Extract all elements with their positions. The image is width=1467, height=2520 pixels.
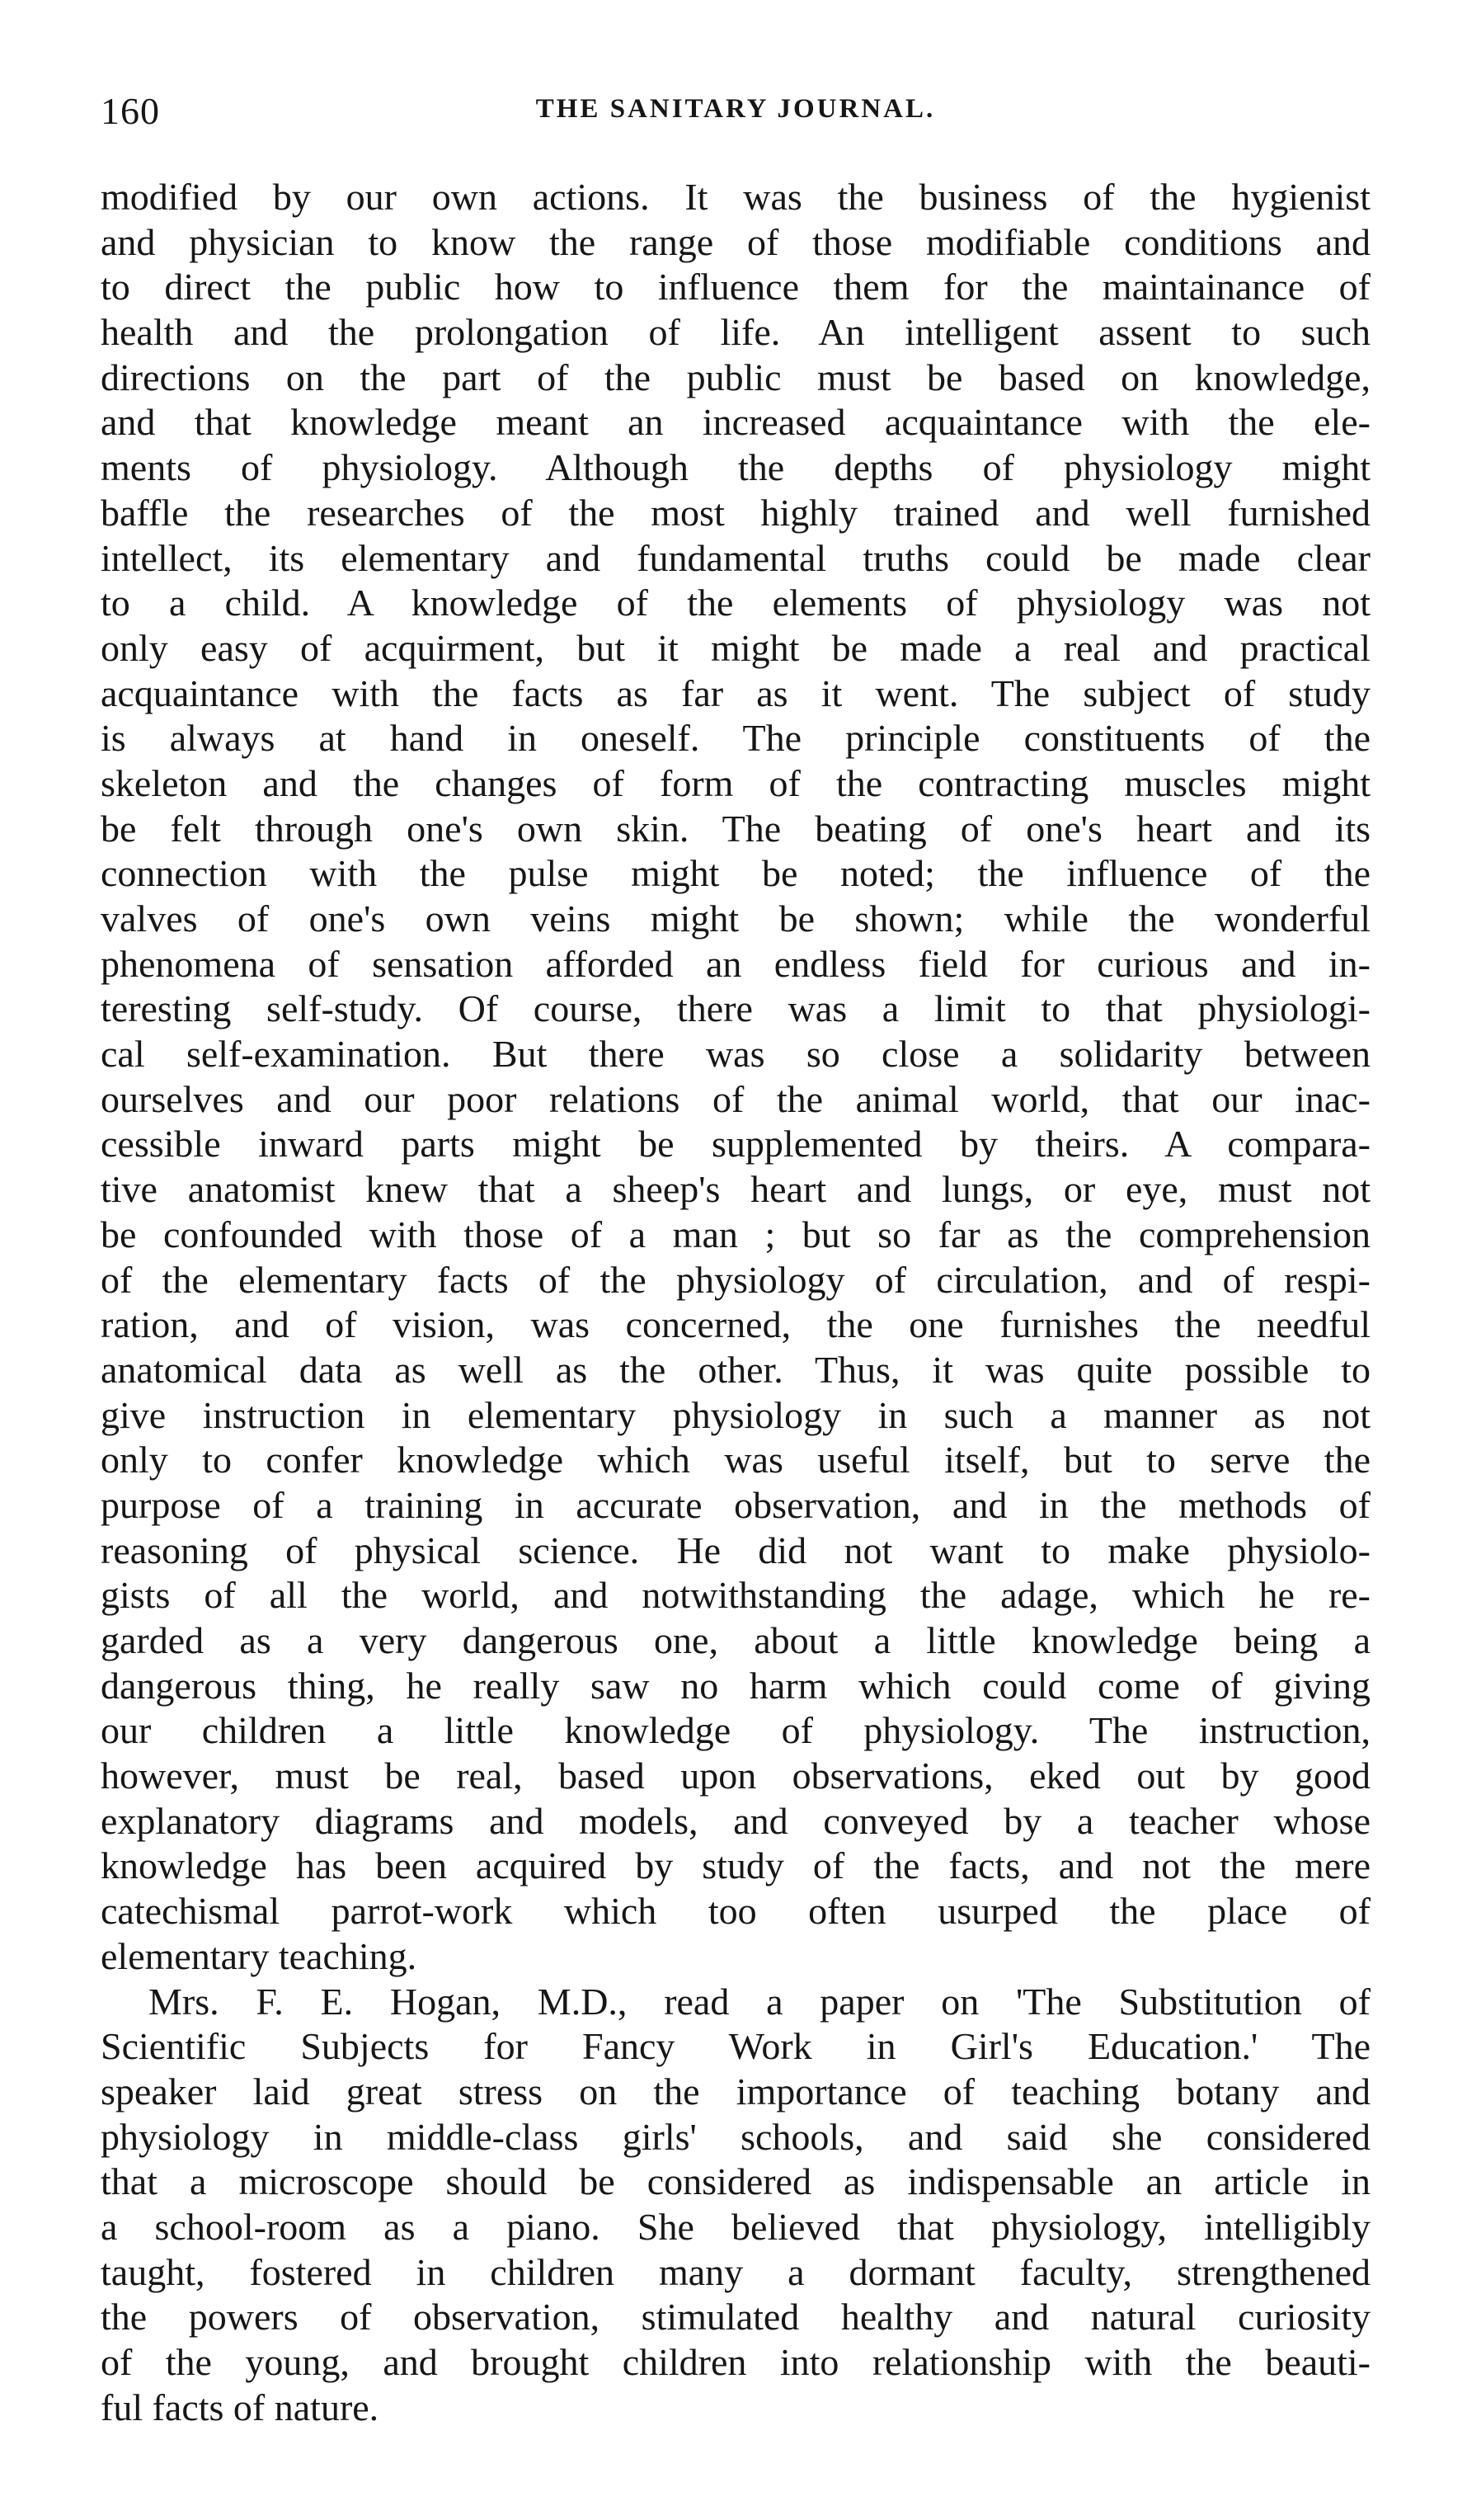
text-line: to a child. A knowledge of the elements of physiology was not [101,582,1371,624]
text-line: anatomical data as well as the other. Thus, it was quite possible to [101,1348,1371,1391]
text-line: purpose of a training in accurate observation, and in the methods of [101,1483,1371,1526]
text-line: directions on the part of the public must be based on knowledge, [101,356,1371,398]
text-line: our children a little knowledge of physiology. The instruction, [101,1709,1371,1752]
text-line: valves of one's own veins might be shown; while the wonderful [101,897,1371,940]
text-line: intellect, its elementary and fundamental truths could be made clear [101,536,1371,579]
text-line: only to confer knowledge which was useful itself, but to serve the [101,1439,1371,1481]
text-line: that a microscope should be considered as indispensable an article in [101,2160,1371,2203]
text-line: Mrs. F. E. Hogan, M.D., read a paper on 'The Substitution of [148,1980,1371,2023]
text-line: and that knowledge meant an increased acquaintance with the ele- [101,401,1371,444]
text-line: ourselves and our poor relations of the animal world, that our inac- [101,1077,1371,1120]
text-line: phenomena of sensation afforded an endless field for curious and in- [101,942,1371,985]
text-line: garded as a very dangerous one, about a little knowledge being a [101,1619,1371,1661]
paragraph-physiology-instruction [101,175,1371,1980]
text-line: dangerous thing, he really saw no harm which could come of giving [101,1664,1371,1707]
text-line: ments of physiology. Although the depths of physiology might [101,446,1371,489]
journal-title: THE SANITARY JOURNAL. [535,94,936,124]
paragraph-hogan-paper [101,1980,1371,2431]
text-line: knowledge has been acquired by study of the facts, and not the mere [101,1844,1371,1887]
text-line: a school-room as a piano. She believed that physiology, intelligibly [101,2205,1371,2248]
text-line: connection with the pulse might be noted; the influence of the [101,852,1371,895]
text-line: Scientific Subjects for Fancy Work in Girl's Education.' The [101,2025,1371,2068]
text-line: skeleton and the changes of form of the contracting muscles might [101,761,1371,804]
text-line: cessible inward parts might be supplemented by theirs. A compara- [101,1123,1371,1166]
page-number: 160 [101,90,160,132]
text-line: baffle the researches of the most highly trained and well furnished [101,491,1371,534]
text-line: teresting self-study. Of course, there was a limit to that physiologi- [101,987,1371,1030]
text-line: ration, and of vision, was concerned, the one furnishes the needful [101,1303,1371,1346]
text-line: of the elementary facts of the physiology of circulation, and of respi- [101,1258,1371,1301]
text-line: acquaintance with the facts as far as it went. The subject of study [101,671,1371,714]
text-line: to direct the public how to influence them for the maintainance of [101,266,1371,309]
running-head [101,89,1371,139]
text-line: ful facts of nature. [101,2386,379,2428]
text-line: the powers of observation, stimulated healthy and natural curiosity [101,2296,1371,2339]
text-line: and physician to know the range of those modifiable conditions and [101,220,1371,263]
text-line: of the young, and brought children into relationship with the beauti- [101,2341,1371,2383]
text-line: only easy of acquirment, but it might be made a real and practical [101,626,1371,669]
text-line: physiology in middle-class girls' schools, and said she considered [101,2115,1371,2158]
text-line: modified by our own actions. It was the business of the hygienist [101,176,1371,218]
text-line: give instruction in elementary physiology in such a manner as not [101,1393,1371,1436]
text-line: however, must be real, based upon observations, eked out by good [101,1755,1371,1797]
text-line: catechismal parrot-work which too often usurped the place of [101,1890,1371,1933]
text-line: explanatory diagrams and models, and conveyed by a teacher whose [101,1799,1371,1842]
text-line: elementary teaching. [101,1934,417,1977]
article-body [101,175,1371,2430]
text-line: cal self-examination. But there was so close a solidarity between [101,1033,1371,1076]
text-line: is always at hand in oneself. The principle constituents of the [101,717,1371,760]
text-line: gists of all the world, and notwithstanding the adage, which he re- [101,1574,1371,1617]
text-line: reasoning of physical science. He did not want to make physiolo- [101,1528,1371,1571]
text-line: taught, fostered in children many a dormant faculty, strengthened [101,2250,1371,2293]
text-line: tive anatomist knew that a sheep's heart and lungs, or eye, must not [101,1168,1371,1211]
text-line: be confounded with those of a man ; but so far as the comprehension [101,1213,1371,1255]
text-line: health and the prolongation of life. An intelligent assent to such [101,311,1371,354]
text-line: speaker laid great stress on the importance of teaching botany and [101,2070,1371,2113]
text-line: be felt through one's own skin. The beating of one's heart and its [101,807,1371,850]
